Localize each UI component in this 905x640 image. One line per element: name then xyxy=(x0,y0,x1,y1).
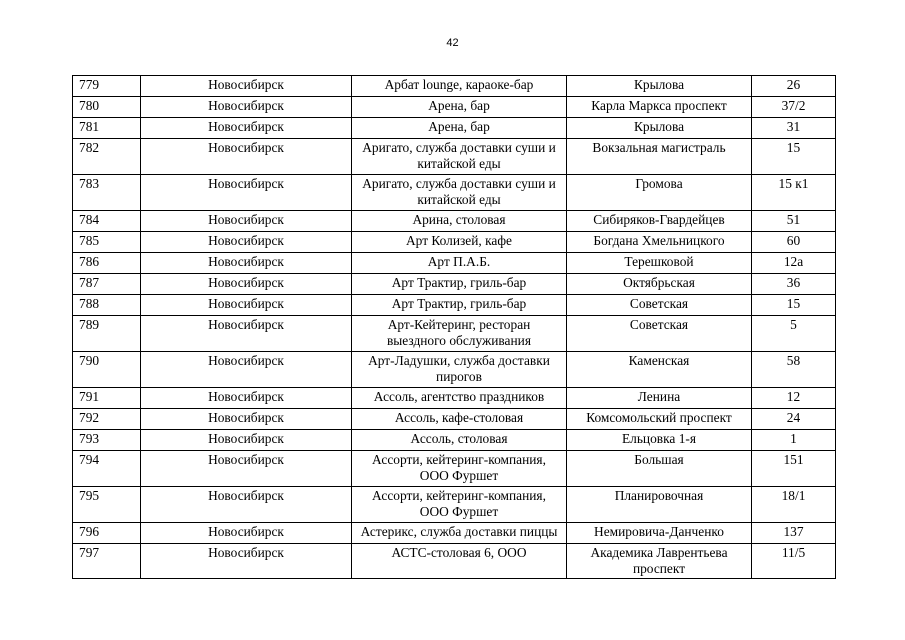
city-cell: Новосибирск xyxy=(141,97,352,118)
house-cell: 15 к1 xyxy=(752,175,836,211)
row-number: 794 xyxy=(73,451,141,487)
establishment-cell: Ассорти, кейтеринг-компания, ООО Фуршет xyxy=(352,487,567,523)
street-cell: Октябрьская xyxy=(567,274,752,295)
street-cell: Крылова xyxy=(567,76,752,97)
row-number: 797 xyxy=(73,544,141,579)
city-cell: Новосибирск xyxy=(141,211,352,232)
city-cell: Новосибирск xyxy=(141,274,352,295)
establishment-cell: Арт Трактир, гриль-бар xyxy=(352,295,567,316)
city-cell: Новосибирск xyxy=(141,76,352,97)
establishment-cell: Ассоль, столовая xyxy=(352,430,567,451)
street-cell: Немировича-Данченко xyxy=(567,523,752,544)
row-number: 780 xyxy=(73,97,141,118)
table-row xyxy=(73,430,836,451)
city-cell: Новосибирск xyxy=(141,388,352,409)
row-number: 796 xyxy=(73,523,141,544)
house-cell: 31 xyxy=(752,118,836,139)
row-number: 786 xyxy=(73,253,141,274)
row-number: 785 xyxy=(73,232,141,253)
registry-table xyxy=(72,75,836,579)
table-row xyxy=(73,451,836,487)
row-number: 789 xyxy=(73,316,141,352)
city-cell: Новосибирск xyxy=(141,451,352,487)
row-number: 795 xyxy=(73,487,141,523)
establishment-cell: Ассорти, кейтеринг-компания, ООО Фуршет xyxy=(352,451,567,487)
city-cell: Новосибирск xyxy=(141,487,352,523)
street-cell: Громова xyxy=(567,175,752,211)
street-cell: Ельцовка 1-я xyxy=(567,430,752,451)
establishment-cell: Арбат lounge, караоке-бар xyxy=(352,76,567,97)
house-cell: 51 xyxy=(752,211,836,232)
establishment-cell: Арт-Ладушки, служба доставки пирогов xyxy=(352,352,567,388)
house-cell: 37/2 xyxy=(752,97,836,118)
house-cell: 151 xyxy=(752,451,836,487)
city-cell: Новосибирск xyxy=(141,544,352,579)
street-cell: Терешковой xyxy=(567,253,752,274)
establishment-cell: Арт-Кейтеринг, ресторан выездного обслуживания xyxy=(352,316,567,352)
street-cell: Советская xyxy=(567,295,752,316)
table-row xyxy=(73,544,836,579)
establishment-cell: Аригато, служба доставки суши и китайской еды xyxy=(352,139,567,175)
city-cell: Новосибирск xyxy=(141,118,352,139)
house-cell: 15 xyxy=(752,295,836,316)
table-row xyxy=(73,274,836,295)
house-cell: 58 xyxy=(752,352,836,388)
house-cell: 18/1 xyxy=(752,487,836,523)
table-row xyxy=(73,211,836,232)
house-cell: 11/5 xyxy=(752,544,836,579)
table-row xyxy=(73,139,836,175)
city-cell: Новосибирск xyxy=(141,253,352,274)
house-cell: 5 xyxy=(752,316,836,352)
street-cell: Карла Маркса проспект xyxy=(567,97,752,118)
row-number: 791 xyxy=(73,388,141,409)
establishment-cell: Астерикс, служба доставки пиццы xyxy=(352,523,567,544)
row-number: 783 xyxy=(73,175,141,211)
establishment-cell: Арт П.А.Б. xyxy=(352,253,567,274)
city-cell: Новосибирск xyxy=(141,175,352,211)
house-cell: 12а xyxy=(752,253,836,274)
table-row xyxy=(73,118,836,139)
table-row xyxy=(73,523,836,544)
row-number: 779 xyxy=(73,76,141,97)
city-cell: Новосибирск xyxy=(141,523,352,544)
house-cell: 12 xyxy=(752,388,836,409)
street-cell: Сибиряков-Гвардейцев xyxy=(567,211,752,232)
row-number: 793 xyxy=(73,430,141,451)
house-cell: 24 xyxy=(752,409,836,430)
city-cell: Новосибирск xyxy=(141,295,352,316)
table-row xyxy=(73,316,836,352)
establishment-cell: Ассоль, агентство праздников xyxy=(352,388,567,409)
house-cell: 137 xyxy=(752,523,836,544)
establishment-cell: Арена, бар xyxy=(352,118,567,139)
row-number: 782 xyxy=(73,139,141,175)
establishment-cell: Арт Колизей, кафе xyxy=(352,232,567,253)
street-cell: Комсомольский проспект xyxy=(567,409,752,430)
house-cell: 15 xyxy=(752,139,836,175)
table-row xyxy=(73,295,836,316)
city-cell: Новосибирск xyxy=(141,232,352,253)
establishment-cell: Арт Трактир, гриль-бар xyxy=(352,274,567,295)
street-cell: Ленина xyxy=(567,388,752,409)
city-cell: Новосибирск xyxy=(141,430,352,451)
table-row xyxy=(73,253,836,274)
house-cell: 1 xyxy=(752,430,836,451)
table-row xyxy=(73,97,836,118)
table-row xyxy=(73,388,836,409)
establishment-cell: Ассоль, кафе-столовая xyxy=(352,409,567,430)
establishment-cell: Арена, бар xyxy=(352,97,567,118)
city-cell: Новосибирск xyxy=(141,316,352,352)
row-number: 787 xyxy=(73,274,141,295)
row-number: 788 xyxy=(73,295,141,316)
establishment-cell: Аригато, служба доставки суши и китайской еды xyxy=(352,175,567,211)
street-cell: Большая xyxy=(567,451,752,487)
street-cell: Крылова xyxy=(567,118,752,139)
table-row xyxy=(73,232,836,253)
establishment-cell: АСТС-столовая 6, ООО xyxy=(352,544,567,579)
row-number: 781 xyxy=(73,118,141,139)
house-cell: 36 xyxy=(752,274,836,295)
page-number: 42 xyxy=(446,37,459,49)
street-cell: Вокзальная магистраль xyxy=(567,139,752,175)
table-row xyxy=(73,487,836,523)
street-cell: Планировочная xyxy=(567,487,752,523)
street-cell: Академика Лаврентьева проспект xyxy=(567,544,752,579)
table-row xyxy=(73,352,836,388)
street-cell: Каменская xyxy=(567,352,752,388)
row-number: 792 xyxy=(73,409,141,430)
house-cell: 60 xyxy=(752,232,836,253)
street-cell: Богдана Хмельницкого xyxy=(567,232,752,253)
table-row xyxy=(73,175,836,211)
house-cell: 26 xyxy=(752,76,836,97)
city-cell: Новосибирск xyxy=(141,352,352,388)
row-number: 790 xyxy=(73,352,141,388)
city-cell: Новосибирск xyxy=(141,139,352,175)
city-cell: Новосибирск xyxy=(141,409,352,430)
table-row xyxy=(73,76,836,97)
street-cell: Советская xyxy=(567,316,752,352)
table-row xyxy=(73,409,836,430)
establishment-cell: Арина, столовая xyxy=(352,211,567,232)
row-number: 784 xyxy=(73,211,141,232)
